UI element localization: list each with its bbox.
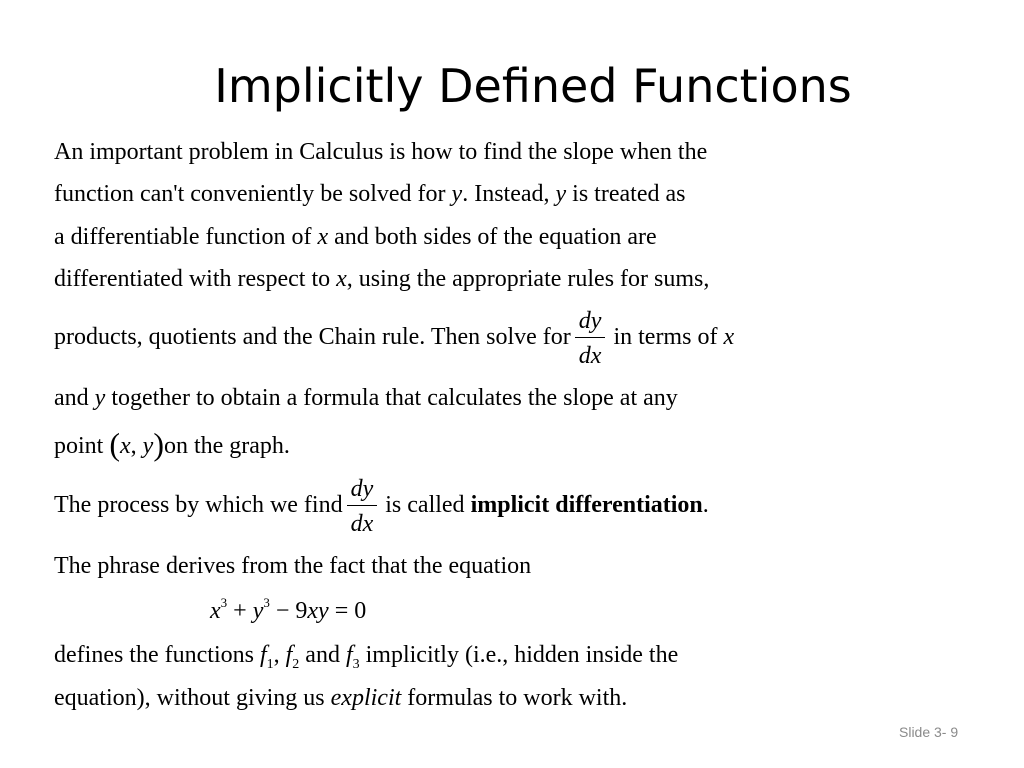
minus-term: − 9	[269, 598, 308, 624]
line-text: , using the appropriate rules for sums,	[346, 266, 710, 292]
paragraph-line-6	[54, 383, 678, 413]
emphasis-explicit: explicit	[330, 685, 402, 711]
implicit-definition-line	[54, 475, 709, 538]
fraction-denominator: dx	[350, 511, 374, 537]
paragraph-line-7	[54, 426, 290, 462]
line-text: in terms of	[613, 324, 724, 351]
fraction-bar	[347, 505, 378, 506]
line-text: differentiated with respect to	[54, 266, 337, 292]
line-text: point	[54, 433, 110, 459]
plus-sign: +	[227, 598, 253, 624]
paragraph-line-1	[54, 137, 707, 167]
math-variable-y: y	[94, 385, 106, 411]
line-text: . Instead,	[462, 181, 556, 207]
comma: ,	[130, 433, 143, 459]
fraction-bar	[575, 337, 606, 338]
line-text: formulas to work with.	[401, 685, 628, 711]
math-variable-x: x	[336, 266, 347, 292]
line-text: is treated as	[566, 181, 686, 207]
line-text: An important problem in Calculus is how to find the slope when the	[54, 139, 708, 165]
math-variable-y: y	[252, 598, 264, 624]
fraction-dy-dx	[347, 475, 378, 538]
math-variable-xy: xy	[307, 598, 329, 624]
line-text: defines the functions	[54, 642, 260, 668]
line-text: and	[299, 642, 346, 668]
slide-number: Slide 3- 9	[899, 724, 959, 740]
math-variable-y: y	[142, 433, 154, 459]
line-text: function can't conveniently be solved for	[54, 181, 452, 207]
math-variable-y: y	[555, 181, 567, 207]
exponent: 3	[220, 595, 228, 610]
exponent: 3	[263, 595, 270, 610]
equals-zero: = 0	[328, 598, 367, 624]
math-variable-y: y	[451, 181, 463, 207]
equation	[210, 596, 366, 626]
paragraph-line-2	[54, 179, 685, 209]
math-variable-x: x	[723, 324, 735, 351]
subscript: 2	[292, 657, 300, 672]
math-variable-x: x	[317, 224, 329, 250]
function-f: f	[285, 642, 293, 668]
paragraph-line-11	[54, 683, 627, 713]
line-text: products, quotients and the Chain rule. Then solve for	[54, 324, 571, 351]
fraction-numerator: dy	[350, 476, 374, 502]
line-text: .	[702, 492, 709, 519]
function-f: f	[345, 642, 353, 668]
open-paren: (	[109, 426, 120, 462]
paragraph-line-3	[54, 222, 657, 252]
line-text: together to obtain a formula that calculates the slope at any	[105, 385, 678, 411]
slide-title: Implicitly Defined Functions	[214, 59, 852, 113]
math-variable-x: x	[120, 433, 131, 459]
fraction-numerator: dy	[578, 308, 602, 334]
line-text: a differentiable function of	[54, 224, 318, 250]
line-text: on the graph.	[163, 433, 290, 459]
line-text: equation), without giving us	[54, 685, 331, 711]
line-text: The process by which we find	[54, 492, 343, 519]
math-variable-x: x	[210, 598, 221, 624]
comma: ,	[273, 642, 286, 668]
paragraph-line-4	[54, 264, 709, 294]
bold-term: implicit differentiation	[470, 492, 703, 519]
paragraph-line-5	[54, 307, 734, 370]
line-text: and both sides of the equation are	[328, 224, 657, 250]
subscript: 3	[352, 657, 360, 672]
fraction-dy-dx	[575, 307, 606, 370]
line-text: is called	[385, 492, 471, 519]
close-paren: )	[153, 426, 164, 462]
line-text: implicitly (i.e., hidden inside the	[359, 642, 679, 668]
line-text: and	[54, 385, 95, 411]
line-text: The phrase derives from the fact that the equation	[54, 553, 532, 579]
subscript: 1	[266, 657, 274, 672]
fraction-denominator: dx	[578, 343, 602, 369]
paragraph-line-9	[54, 551, 531, 581]
function-f: f	[259, 642, 267, 668]
paragraph-line-10	[54, 640, 678, 670]
